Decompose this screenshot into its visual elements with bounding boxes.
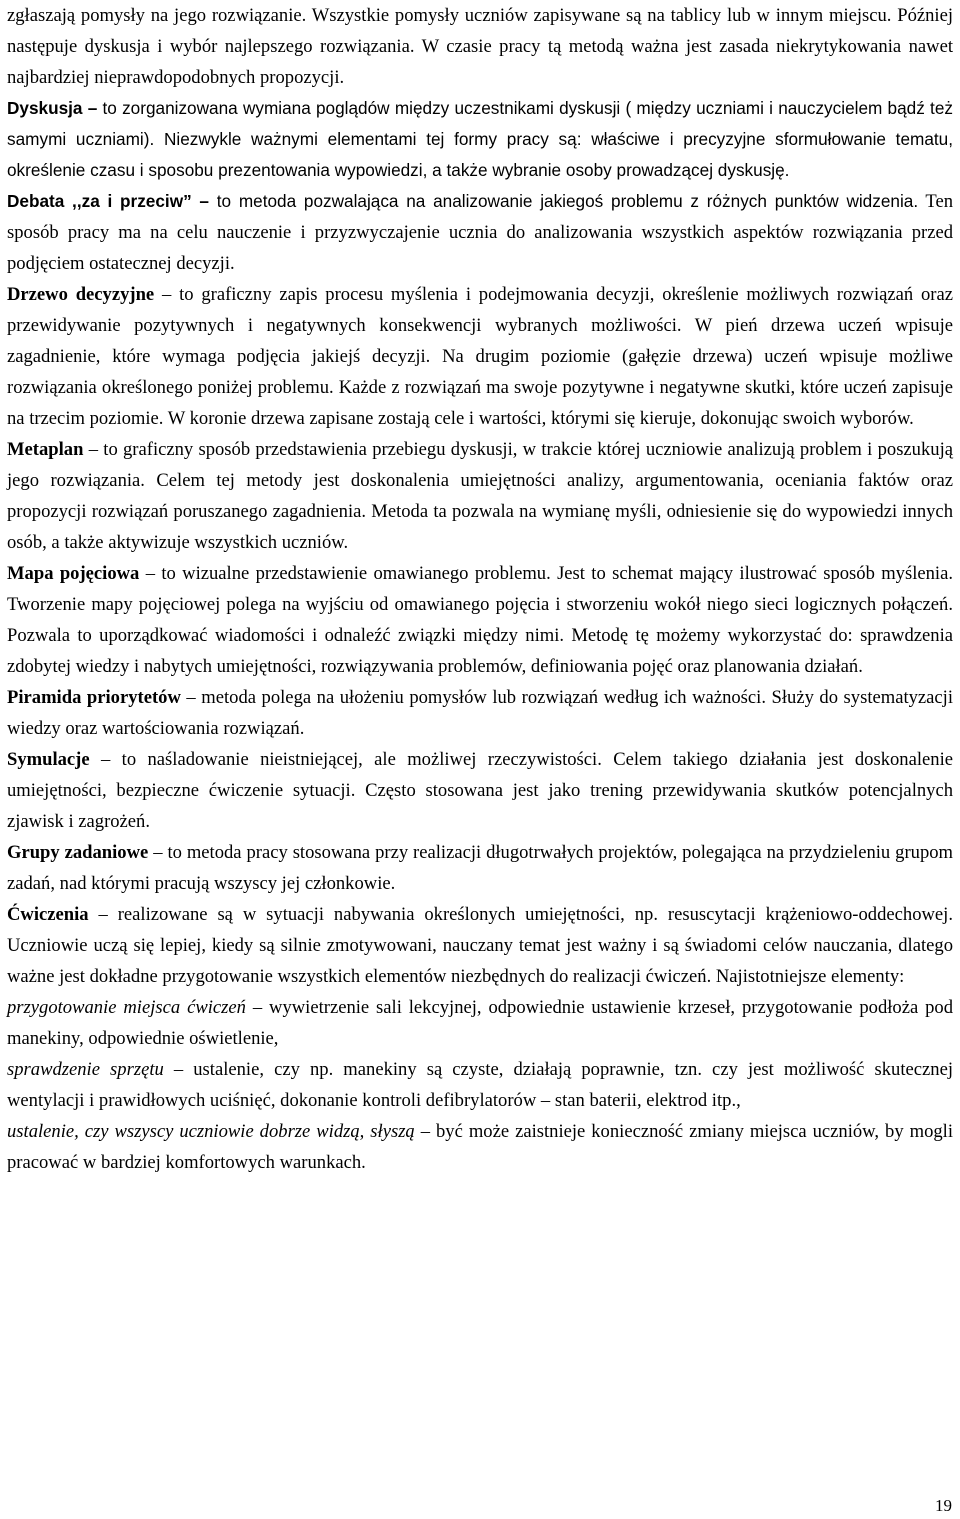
term-heading: Debata ,,za i przeciw” – [7,191,217,211]
term-heading: Drzewo decyzyjne [7,284,155,305]
paragraph [7,558,953,682]
paragraph-text: – to graficzny zapis procesu myślenia i podejmowania decyzji, określenie możliwych rozwiązań oraz przewidywanie pozytywnych i negatywnych konsekwencji wybranych możliwości. W pień drzewa uczeń wpisuje zagadnienie, które wymaga podjęcia jakiejś decyzji. Na drugim poziomie (gałęzie drzewa) uczeń wpisuje możliwe rozwiązania określonego poniżej problemu. Każde z rozwiązań ma swoje pozytywne i negatywne skutki, które uczeń zapisuje na trzecim poziomie. W koronie drzewa zapisane zostają cele i wartości, którymi się kieruje, dokonując swoich wyborów. [7,284,953,429]
term-heading: Symulacje [7,749,90,770]
term-heading: Piramida priorytetów [7,687,181,708]
term-heading: Grupy zadaniowe [7,842,149,863]
paragraph-text: – być może zaistnieje konieczność zmiany miejsca uczniów, by mogli pracować w bardziej komfortowych warunkach. [7,1121,953,1173]
paragraph-text: – wywietrzenie sali lekcyjnej, odpowiednie ustawienie krzeseł, przygotowanie podłoża pod manekiny, odpowiednie oświetlenie, [7,997,953,1049]
paragraph [7,93,953,186]
paragraph [7,744,953,837]
paragraph [7,682,953,744]
page-number: 19 [935,1496,952,1515]
document-body [7,0,953,1178]
term-heading: Metaplan [7,439,84,460]
paragraph [7,1054,953,1116]
paragraph [7,992,953,1054]
paragraph [7,899,953,992]
paragraph-text: – ustalenie, czy np. manekiny są czyste, działają poprawnie, tzn. czy jest możliwość skutecznej wentylacji i prawidłowych uciśnięć, dokonanie kontroli defibrylatorów – stan baterii, elektrod itp., [7,1059,953,1111]
paragraph-text: – to naśladowanie nieistniejącej, ale możliwej rzeczywistości. Celem takiego działania jest doskonalenie umiejętności, bezpieczne ćwiczenie sytuacji. Często stosowana jest jako trening przewidywania skutków potencjalnych zjawisk i zagrożeń. [7,749,953,832]
paragraph [7,186,953,279]
paragraph-text: – metoda polega na ułożeniu pomysłów lub rozwiązań według ich ważności. Służy do systematyzacji wiedzy oraz wartościowania rozwiązań. [7,687,954,739]
paragraph [7,0,953,93]
term-heading: Ćwiczenia [7,904,89,925]
paragraph [7,434,953,558]
paragraph-text: – to metoda pracy stosowana przy realizacji długotrwałych projektów, polegająca na przydzieleniu grupom zadań, nad którymi pracują wszyscy jej członkowie. [7,842,953,894]
paragraph-text: – to wizualne przedstawienie omawianego problemu. Jest to schemat mający ilustrować sposób myślenia. Tworzenie mapy pojęciowej polega na wyjściu od omawianego pojęcia i stworzeniu wokół niego sieci logicznych połączeń. Pozwala to uporządkować wiadomości i odnaleźć związki między nimi. Metodę tę możemy wykorzystać do: sprawdzenia zdobytej wiedzy i nabytych umiejętności, rozwiązywania problemów, definiowania pojęć oraz planowania działań. [7,563,953,677]
term-italic: przygotowanie miejsca ćwiczeń [7,997,246,1018]
term-italic: ustalenie, czy wszyscy uczniowie dobrze widzą, słyszą [7,1121,415,1142]
paragraph-text: to metoda pozwalająca na analizowanie jakiegoś problemu z różnych punktów widzenia. [216,191,919,211]
paragraph-text: – realizowane są w sytuacji nabywania określonych umiejętności, np. resuscytacji krążeniowo-oddechowej. Uczniowie uczą się lepiej, kiedy są silnie zmotywowani, nauczany temat jest ważny i są świadomi celów nauczania, dlatego ważne jest dokładne przygotowanie wszystkich elementów niezbędnych do realizacji ćwiczeń. Najistotniejsze elementy: [7,904,953,987]
term-heading: Dyskusja – [7,98,103,118]
paragraph-text: zgłaszają pomysły na jego rozwiązanie. Wszystkie pomysły uczniów zapisywane są na tablicy lub w innym miejscu. Później następuje dyskusja i wybór najlepszego rozwiązania. W czasie pracy tą metodą ważna jest zasada niekrytykowania nawet najbardziej nieprawdopodobnych propozycji. [7,5,953,88]
paragraph [7,279,953,434]
paragraph [7,837,953,899]
paragraph-text: – to graficzny sposób przedstawienia przebiegu dyskusji, w trakcie której uczniowie analizują problem i poszukują jego rozwiązania. Celem tej metody jest doskonalenia umiejętności analizy, argumentowania, oceniania faktów oraz propozycji rozwiązań poruszanego zagadnienia. Metoda ta pozwala na wymianę myśli, odniesienie się do wypowiedzi innych osób, a także aktywizuje wszystkich uczniów. [7,439,953,553]
paragraph-text: to zorganizowana wymiana poglądów między uczestnikami dyskusji ( między uczniami i nauczycielem bądź też samymi uczniami). Niezwykle ważnymi elementami tej formy pracy są: właściwe i precyzyjne sformułowanie tematu, określenie czasu i sposobu prezentowania wypowiedzi, a także wybranie osoby prowadzącej dyskusję. [7,98,953,180]
term-italic: sprawdzenie sprzętu [7,1059,164,1080]
paragraph [7,1116,953,1178]
paragraph-text: Ten sposób pracy ma na celu nauczenie i przyzwyczajenie ucznia do analizowania wszystkich aspektów rozwiązania przed podjęciem ostatecznej decyzji. [7,191,954,274]
term-heading: Mapa pojęciowa [7,563,140,584]
